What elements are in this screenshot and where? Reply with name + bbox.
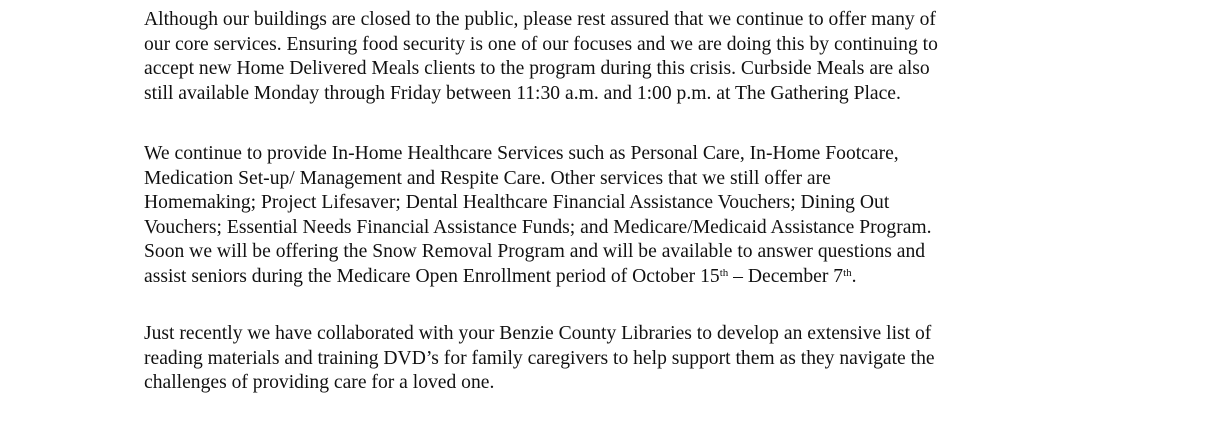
text-line: reading materials and training DVD’s for family caregivers to help support them as they navigate the [144,347,935,369]
text-line: We continue to provide In-Home Healthcare Services such as Personal Care, In-Home Footcare, [144,143,899,164]
text-line: accept new Home Delivered Meals clients to the program during this crisis. Curbside Meals are also [144,58,930,79]
text-line: still available Monday through Friday between 11:30 a.m. and 1:00 p.m. at The Gathering Place. [144,82,901,104]
ordinal-suffix: th [843,266,852,279]
ordinal-suffix: th [719,266,729,279]
text-line: challenges of providing care for a loved one. [144,372,495,393]
paragraph-libraries-collaboration [144,322,1144,396]
text-line: our core services. Ensuring food security is one of our focuses and we are doing this by continuing to [144,33,938,55]
paragraph-core-services [144,8,1144,106]
text-line: Just recently we have collaborated with your Benzie County Libraries to develop an extensive list of [144,323,932,344]
enrollment-text-start: assist seniors during the Medicare Open Enrollment period of October 15 [144,265,720,287]
enrollment-text-middle: – December 7 [728,265,844,287]
text-line: Although our buildings are closed to the public, please rest assured that we continue to offer many of [144,9,936,30]
text-line: Medication Set-up/ Management and Respite Care. Other services that we still offer are [144,167,831,189]
text-line-enrollment-dates [144,265,1144,290]
enrollment-text-end: . [851,265,857,287]
paragraph-healthcare-services [144,142,1144,289]
text-line: Vouchers; Essential Needs Financial Assistance Funds; and Medicare/Medicaid Assistance Program. [144,216,932,238]
text-line: Soon we will be offering the Snow Removal Program and will be available to answer questions and [144,241,926,262]
text-line: Homemaking; Project Lifesaver; Dental Healthcare Financial Assistance Vouchers; Dining Out [144,192,890,213]
